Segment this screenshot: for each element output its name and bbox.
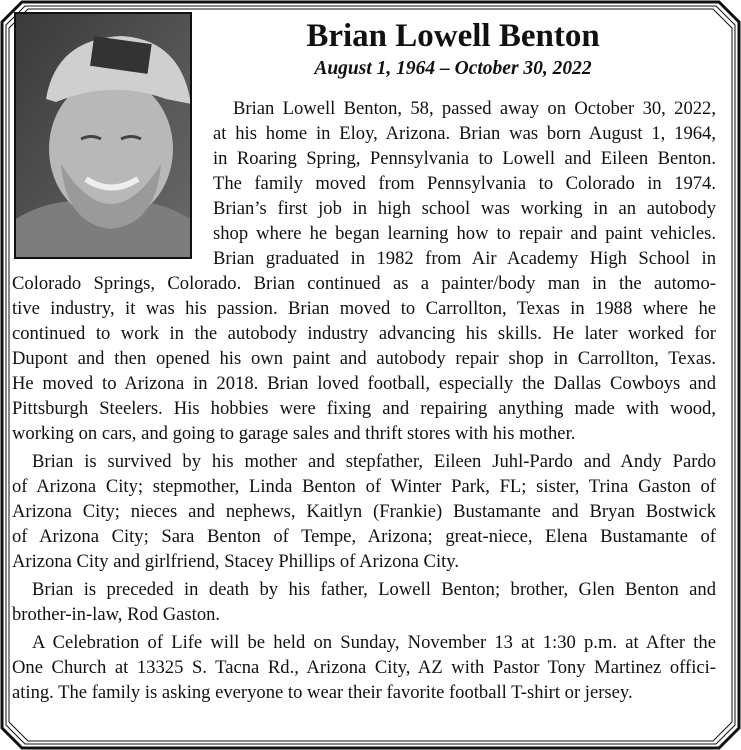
- text-line: ating. The family is asking everyone to wear their favorite football T-shirt or jersey.: [12, 682, 633, 703]
- paragraph: [0, 630, 741, 705]
- text-line: One Church at 13325 S. Tacna Rd., Arizona City, AZ with Pastor Tony Martinez offici-: [12, 657, 716, 678]
- obituary-body: [0, 96, 741, 705]
- text-line: tive industry, it was his passion. Brian moved to Carrollton, Texas in 1988 where he: [12, 298, 716, 319]
- obituary-name-heading: Brian Lowell Benton: [306, 18, 600, 54]
- text-line: in Roaring Spring, Pennsylvania to Lowell and Eileen Benton.: [213, 148, 716, 169]
- obituary-dates: August 1, 1964 – October 30, 2022: [314, 58, 592, 79]
- text-line: A Celebration of Life will be held on Sunday, November 13 at 1:30 p.m. at After the: [32, 632, 716, 653]
- text-line: He moved to Arizona in 2018. Brian loved football, especially the Dallas Cowboys and: [12, 373, 716, 394]
- text-line: Pittsburgh Steelers. His hobbies were fixing and repairing anything made with wood,: [12, 398, 716, 419]
- text-line: Arizona City and girlfriend, Stacey Phillips of Arizona City.: [12, 551, 460, 572]
- text-line: Brian’s first job in high school was working in an autobody: [213, 198, 716, 219]
- text-line: Brian is survived by his mother and stepfather, Eileen Juhl-Pardo and Andy Pardo: [32, 451, 716, 472]
- text-line: Brian graduated in 1982 from Air Academy High School in: [213, 248, 716, 269]
- text-line: Brian Lowell Benton, 58, passed away on October 30, 2022,: [233, 98, 716, 119]
- text-line: continued to work in the autobody industry advancing his skills. He later worked for: [12, 323, 716, 344]
- text-line: of Arizona City; Sara Benton of Tempe, Arizona; great-niece, Elena Bustamante of: [12, 526, 716, 547]
- text-line: of Arizona City; stepmother, Linda Benton of Winter Park, FL; sister, Trina Gaston of: [12, 476, 716, 497]
- text-line: Arizona City; nieces and nephews, Kaitlyn (Frankie) Bustamante and Bryan Bostwick: [12, 501, 716, 522]
- text-line: The family moved from Pennsylvania to Colorado in 1974.: [213, 173, 716, 194]
- text-line: shop where he began learning how to repair and paint vehicles.: [213, 223, 716, 244]
- paragraph: [0, 577, 741, 627]
- text-line: working on cars, and going to garage sales and thrift stores with his mother.: [12, 423, 576, 444]
- paragraph: [0, 96, 741, 446]
- text-line: at his home in Eloy, Arizona. Brian was born August 1, 1964,: [213, 123, 716, 144]
- paragraph: [0, 449, 741, 574]
- text-line: Brian is preceded in death by his father, Lowell Benton; brother, Glen Benton and: [32, 579, 716, 600]
- text-line: Colorado Springs, Colorado. Brian continued as a painter/body man in the automo-: [12, 273, 716, 294]
- text-line: brother-in-law, Rod Gaston.: [12, 604, 221, 625]
- text-line: Dupont and then opened his own paint and autobody repair shop in Carrollton, Texas.: [12, 348, 716, 369]
